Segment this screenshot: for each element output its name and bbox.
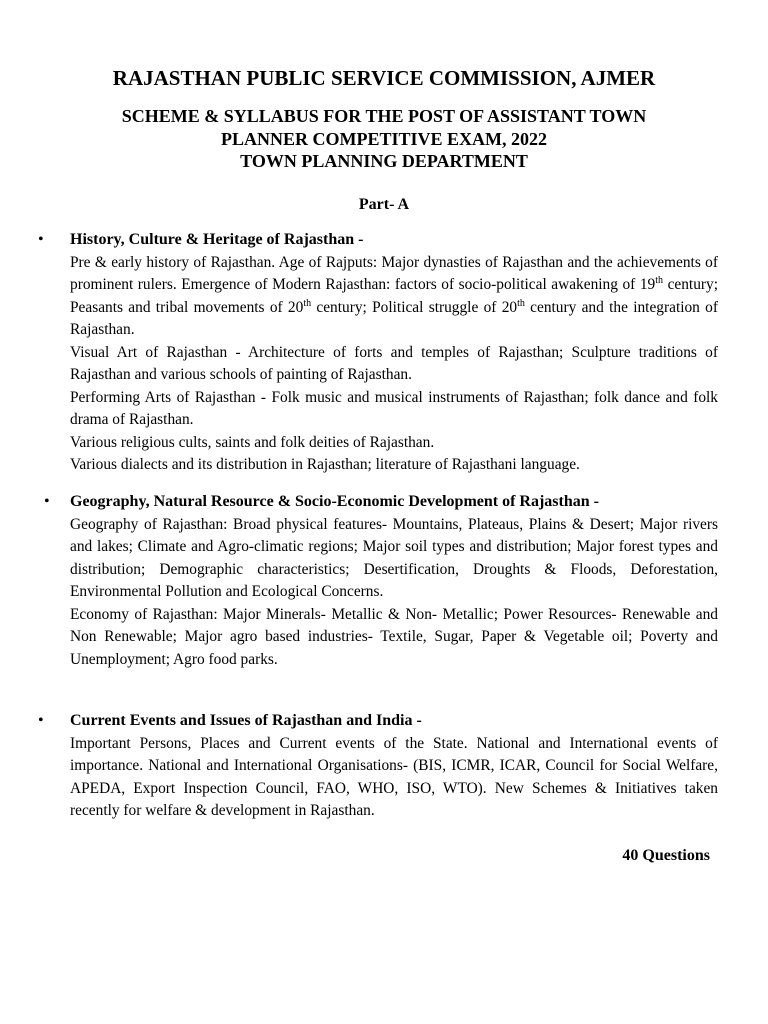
- subtitle-line-2: PLANNER COMPETITIVE EXAM, 2022: [220, 128, 547, 149]
- paragraph-text: Pre & early history of Rajasthan. Age of Rajputs: Major dynasties of Rajasthan and the achievements of prominent rulers. Emergence of Modern Rajasthan: factors of socio-political awakening of 19: [70, 253, 718, 293]
- subtitle-line-1: SCHEME & SYLLABUS FOR THE POST OF ASSISTANT TOWN: [121, 106, 647, 126]
- superscript: th: [517, 297, 525, 309]
- page-title: RAJASTHAN PUBLIC SERVICE COMMISSION, AJMER: [112, 66, 656, 90]
- section-paragraph: [70, 252, 718, 342]
- section-paragraph: Important Persons, Places and Current events of the State. National and International events of importance. National and International Organisations- (BIS, ICMR, ICAR, Council for Social Welfare, APEDA, Export Inspection Council, FAO, WHO, ISO, WTO). New Schemes & Initiatives taken recently for welfare & development in Rajasthan.: [70, 734, 718, 819]
- superscript: th: [655, 275, 664, 286]
- paragraph-text: century and the integration of Rajasthan.: [70, 298, 718, 338]
- section-paragraph: Various religious cults, saints and folk deities of Rajasthan.: [70, 433, 435, 451]
- section-heading: Current Events and Issues of Rajasthan and India -: [70, 712, 422, 729]
- section-history-culture: [38, 229, 718, 477]
- superscript: th: [303, 297, 312, 309]
- subtitle-line-3: TOWN PLANNING DEPARTMENT: [240, 151, 528, 171]
- section-paragraph: Geography of Rajasthan: Broad physical features- Mountains, Plateaus, Plains & Desert; Major rivers and lakes; Climate and Agro-climatic regions; Major soil types and distribution; Major forest types and distribution; Demographic characteristics; Desertification, Droughts & Floods, Deforestation, Environmental Pollution and Ecological Concerns.: [70, 515, 718, 600]
- section-heading: History, Culture & Heritage of Rajasthan -: [70, 231, 364, 248]
- section-paragraph: Performing Arts of Rajasthan - Folk music and musical instruments of Rajasthan; folk dance and folk drama of Rajasthan.: [70, 388, 718, 428]
- bullet-icon: •: [38, 712, 44, 729]
- section-paragraph: Various dialects and its distribution in Rajasthan; literature of Rajasthani language.: [70, 456, 580, 473]
- questions-count: 40 Questions: [622, 847, 710, 864]
- page-subtitle: [0, 105, 768, 173]
- bullet-icon: •: [38, 231, 44, 248]
- bullet-icon: •: [44, 493, 50, 510]
- paragraph-text: century; Political struggle of 20: [311, 298, 518, 316]
- section-paragraph: Economy of Rajasthan: Major Minerals- Metallic & Non- Metallic; Power Resources- Renewable and Non Renewable; Major agro based industries- Textile, Sugar, Paper & Vegetable oil; Poverty and Unemployment; Agro food parks.: [70, 605, 718, 668]
- section-paragraph: Visual Art of Rajasthan - Architecture of forts and temples of Rajasthan; Sculpture traditions of Rajasthan and various schools of painting of Rajasthan.: [70, 343, 718, 383]
- section-current-events: [38, 710, 718, 823]
- section-heading: Geography, Natural Resource & Socio-Economic Development of Rajasthan -: [70, 493, 599, 510]
- paragraph-text: century; Peasants and tribal movements of 20: [70, 276, 718, 316]
- part-label: Part- A: [358, 196, 410, 213]
- section-geography: [44, 491, 718, 671]
